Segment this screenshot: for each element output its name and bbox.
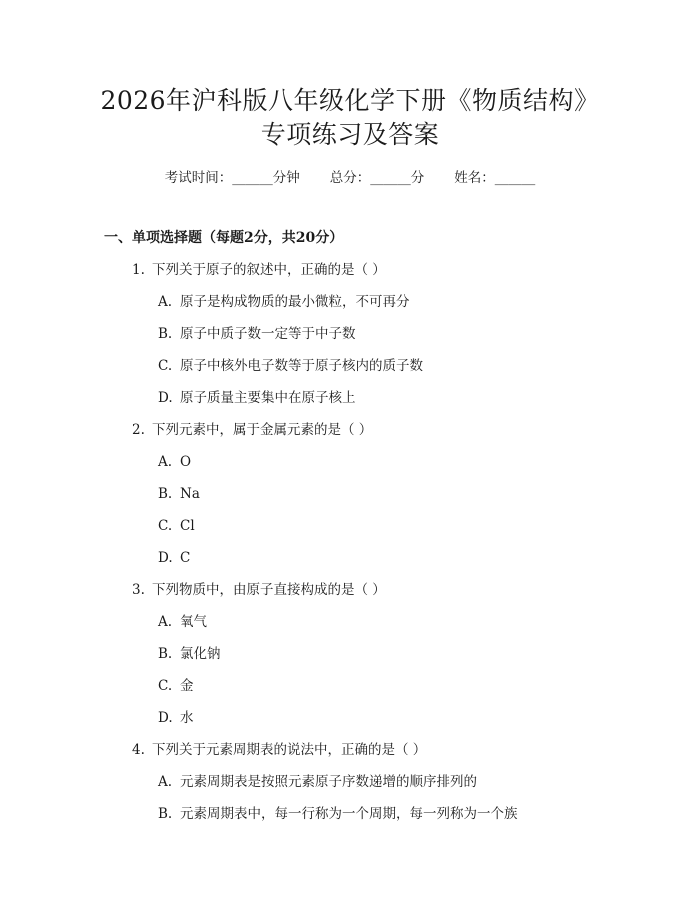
section-title: 一、单项选择题（每题2分，共20分） (104, 230, 344, 246)
option (158, 772, 477, 792)
question-number: 1. (132, 262, 145, 278)
option-text: 原子是构成物质的最小微粒，不可再分 (180, 294, 410, 310)
question-text: 下列关于元素周期表的说法中，正确的是（ ） (152, 742, 427, 758)
option-text: 元素周期表是按照元素原子序数递增的顺序排列的 (180, 774, 477, 790)
option-text: 氯化钠 (180, 646, 221, 662)
document-title-line-1: 2026年沪科版八年级化学下册《物质结构》 (100, 86, 600, 115)
question (132, 260, 386, 280)
question (132, 740, 426, 760)
option (158, 516, 195, 536)
exam-time-field: 考试时间：______分钟 (164, 170, 300, 186)
option (158, 356, 423, 376)
total-score-field: 总分：______分 (329, 170, 425, 186)
option-letter: B. (158, 806, 173, 822)
option-letter: C. (158, 358, 173, 374)
question (132, 580, 386, 600)
option-text: O (180, 454, 192, 470)
option-letter: A. (158, 454, 173, 470)
option-letter: A. (158, 614, 173, 630)
option-text: 水 (180, 710, 194, 726)
question (132, 420, 372, 440)
option-text: C (180, 550, 191, 566)
exam-meta (0, 168, 700, 188)
option-letter: D. (158, 390, 173, 406)
option (158, 388, 356, 408)
student-name-field: 姓名：______ (454, 170, 536, 186)
question-text: 下列关于原子的叙述中，正确的是（ ） (152, 262, 386, 278)
option-letter: A. (158, 294, 173, 310)
option (158, 612, 207, 632)
option-letter: D. (158, 710, 173, 726)
option-letter: B. (158, 646, 173, 662)
question-text: 下列元素中，属于金属元素的是（ ） (152, 422, 373, 438)
option (158, 804, 518, 824)
option (158, 708, 194, 728)
option-text: 元素周期表中，每一行称为一个周期，每一列称为一个族 (180, 806, 518, 822)
option-letter: B. (158, 486, 173, 502)
option (158, 452, 191, 472)
option-text: Na (180, 486, 200, 502)
question-number: 2. (132, 422, 145, 438)
question-number: 4. (132, 742, 145, 758)
option-letter: A. (158, 774, 173, 790)
option-letter: C. (158, 518, 173, 534)
option (158, 548, 190, 568)
option-text: 金 (180, 678, 194, 694)
option (158, 484, 200, 504)
question-text: 下列物质中，由原子直接构成的是（ ） (152, 582, 386, 598)
option (158, 324, 356, 344)
option-letter: B. (158, 326, 173, 342)
option (158, 644, 221, 664)
option-text: 原子中质子数一定等于中子数 (180, 326, 356, 342)
option-text: 原子质量主要集中在原子核上 (180, 390, 356, 406)
option (158, 676, 194, 696)
option-text: 原子中核外电子数等于原子核内的质子数 (180, 358, 423, 374)
document-title-line-2: 专项练习及答案 (260, 120, 440, 149)
option-letter: D. (158, 550, 173, 566)
option-text: Cl (180, 518, 195, 534)
option (158, 292, 410, 312)
option-letter: C. (158, 678, 173, 694)
question-number: 3. (132, 582, 145, 598)
option-text: 氧气 (180, 614, 207, 630)
